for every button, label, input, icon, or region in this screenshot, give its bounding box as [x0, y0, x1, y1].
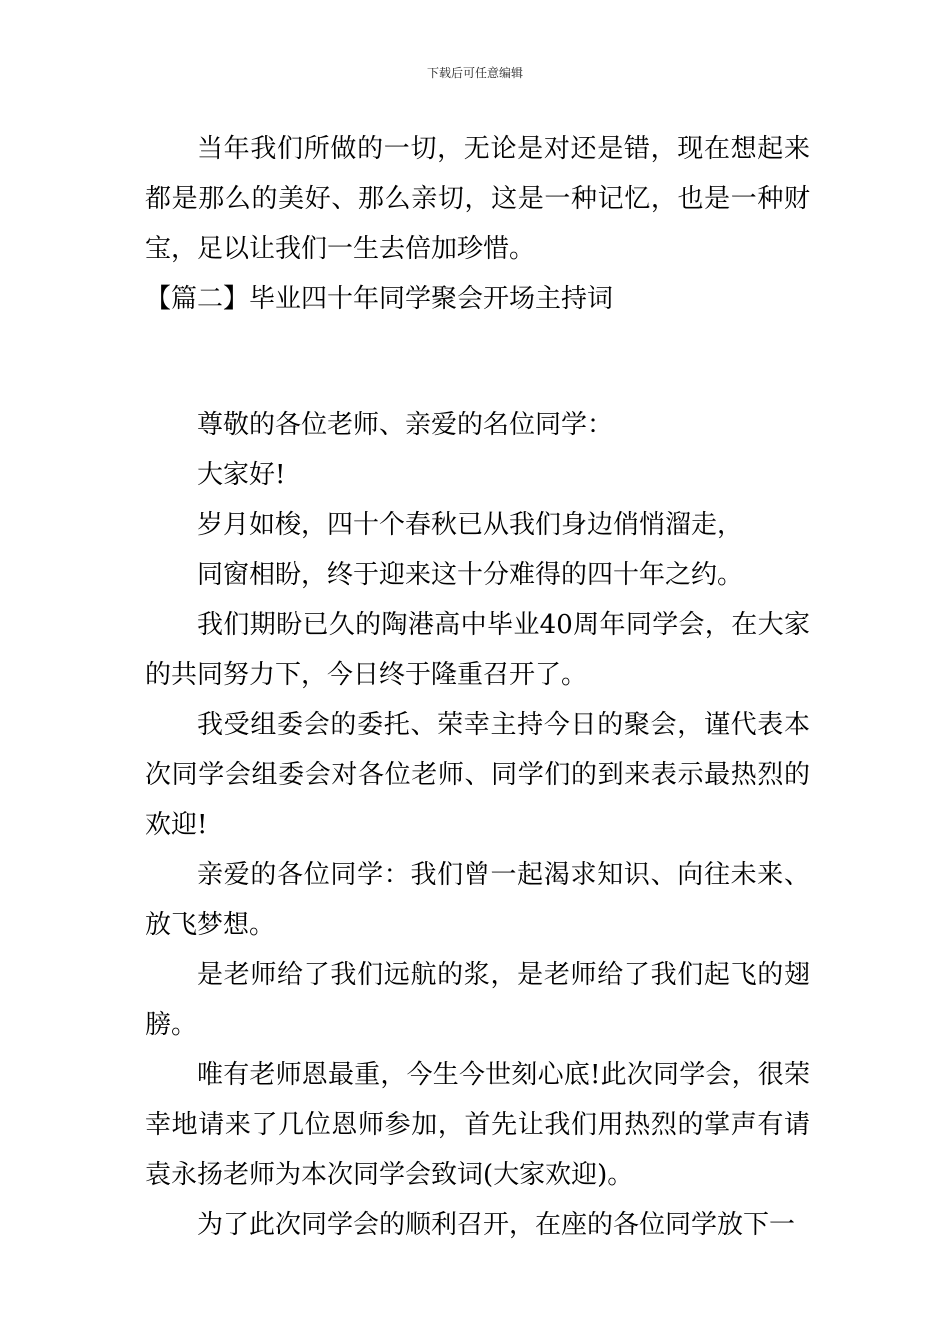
- intro-paragraph: 当年我们所做的一切，无论是对还是错，现在想起来都是那么的美好、那么亲切，这是一种记忆，也是一种财宝，足以让我们一生去倍加珍惜。: [145, 134, 810, 264]
- paragraph-welcome: 我受组委会的委托、荣幸主持今日的聚会，谨代表本次同学会组委会对各位老师、同学们的到来表示最热烈的欢迎!: [145, 710, 810, 840]
- paragraph-closing-fragment: 为了此次同学会的顺利召开，在座的各位同学放下一: [197, 1210, 796, 1240]
- salutation: 尊敬的各位老师、亲爱的名位同学：: [197, 410, 614, 440]
- paragraph-teacher-speech: 唯有老师恩最重，今生今世刻心底!此次同学会，很荣幸地请来了几位恩师参加，首先让我们用热烈的掌声有请袁永扬老师为本次同学会致词(大家欢迎)。: [145, 1060, 810, 1190]
- paragraph-teachers-wings: 是老师给了我们远航的浆，是老师给了我们起飞的翅膀。: [145, 960, 810, 1040]
- section-title: 【篇二】毕业四十年同学聚会开场主持词: [145, 284, 614, 314]
- verse-line-1: 岁月如梭，四十个春秋已从我们身边俏悄溜走，: [197, 510, 744, 540]
- greeting: 大家好!: [197, 460, 286, 490]
- section-spacer: [145, 324, 810, 400]
- verse-line-2: 同窗相盼，终于迎来这十分难得的四十年之约。: [197, 560, 744, 590]
- header-note: 下载后可任意编辑: [426, 66, 523, 80]
- paragraph-classmates: 亲爱的各位同学：我们曾一起渴求知识、向往未来、放飞梦想。: [145, 860, 810, 940]
- document-body: [145, 124, 810, 1250]
- paragraph-reunion-opening: 我们期盼已久的陶港高中毕业40周年同学会，在大家的共同努力下，今日终于隆重召开了。: [145, 610, 810, 690]
